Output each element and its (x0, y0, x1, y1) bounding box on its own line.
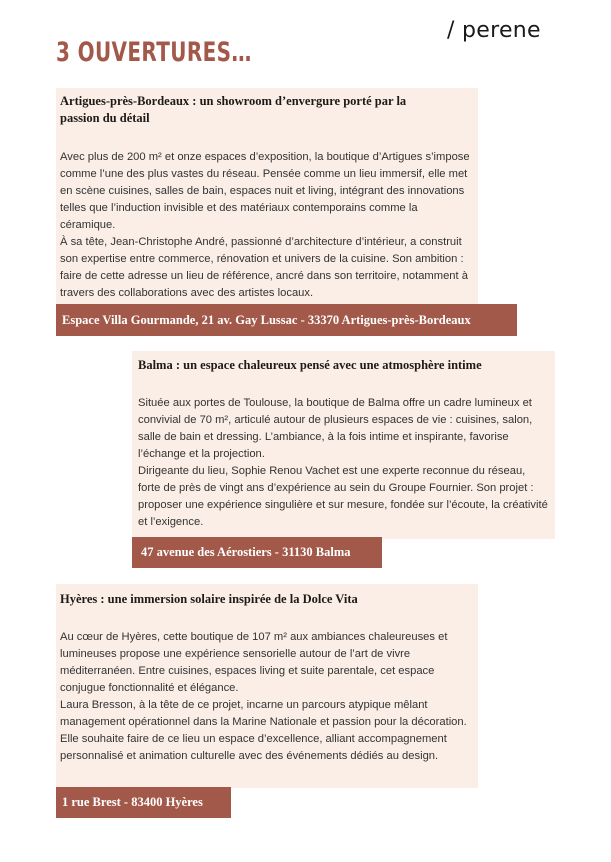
section-heading: Balma : un espace chaleureux pensé avec une atmosphère intime (138, 358, 482, 372)
paragraph: À sa tête, Jean-Christophe André, passionné d’architecture d’intérieur, a construit son expertise entre commerce, rénovation et univers de la cuisine. Son ambition : faire de cette adresse un lieu de référence, ancré dans son territoire, notamment à travers des collaborations avec des artistes locaux. (60, 236, 468, 299)
paragraph: Au cœur de Hyères, cette boutique de 107 m² aux ambiances chaleureuses et lumineuses propose une expérience sensorielle autour de l’art de vivre méditerranéen. Entre cuisines, espaces living et suite parentale, cet espace conjugue fonctionnalité et élégance. (60, 631, 448, 694)
address-banner: 47 avenue des Aérostiers - 31130 Balma (132, 537, 382, 568)
section-balma (132, 351, 555, 539)
paragraph: Avec plus de 200 m² et onze espaces d’exposition, la boutique d’Artigues s’impose comme l’une des plus vastes du réseau. Pensée comme un lieu immersif, elle met en scène cuisines, salles de bain, espaces nuit et living, intégrant des innovations telles que l’induction invisible et des matériaux contemporains comme la céramique. (60, 151, 470, 231)
section-heading: Hyères : une immersion solaire inspirée de la Dolce Vita (60, 592, 358, 606)
section-hyeres (56, 584, 478, 788)
perene-logo: / perene (447, 18, 541, 43)
page-title: 3 OUVERTURES… (56, 37, 252, 68)
section-heading: Artigues-près-Bordeaux : un showroom d’envergure porté par la passion du détail (60, 94, 407, 125)
address-banner: Espace Villa Gourmande, 21 av. Gay Lussac - 33370 Artigues-près-Bordeaux (56, 304, 517, 336)
section-body (60, 629, 474, 765)
paragraph: Laura Bresson, à la tête de ce projet, incarne un parcours atypique mêlant management opérationnel dans la Marine Nationale et passion pour la décoration. Elle souhaite faire de ce lieu un espace d’excellence, alliant accompagnement personnalisé et animation culturelle avec des événements dédiés au design. (60, 699, 467, 762)
paragraph: Dirigeante du lieu, Sophie Renou Vachet est une experte reconnue du réseau, forte de près de vingt ans d’expérience au sein du Groupe Fournier. Son projet : proposer une expérience singulière et sur mesure, fondée sur l’écoute, la créativité et l’exigence. (138, 465, 548, 528)
address-banner: 1 rue Brest - 83400 Hyères (56, 787, 231, 818)
section-artigues (56, 88, 478, 306)
section-body (138, 395, 549, 531)
paragraph: Située aux portes de Toulouse, la boutique de Balma offre un cadre lumineux et convivial de 70 m², articulé autour de plusieurs espaces de vie : cuisines, salon, salle de bain et dressing. L’ambiance, à la fois intime et inspirante, favorise l’échange et la projection. (138, 397, 533, 460)
section-body (60, 149, 474, 302)
